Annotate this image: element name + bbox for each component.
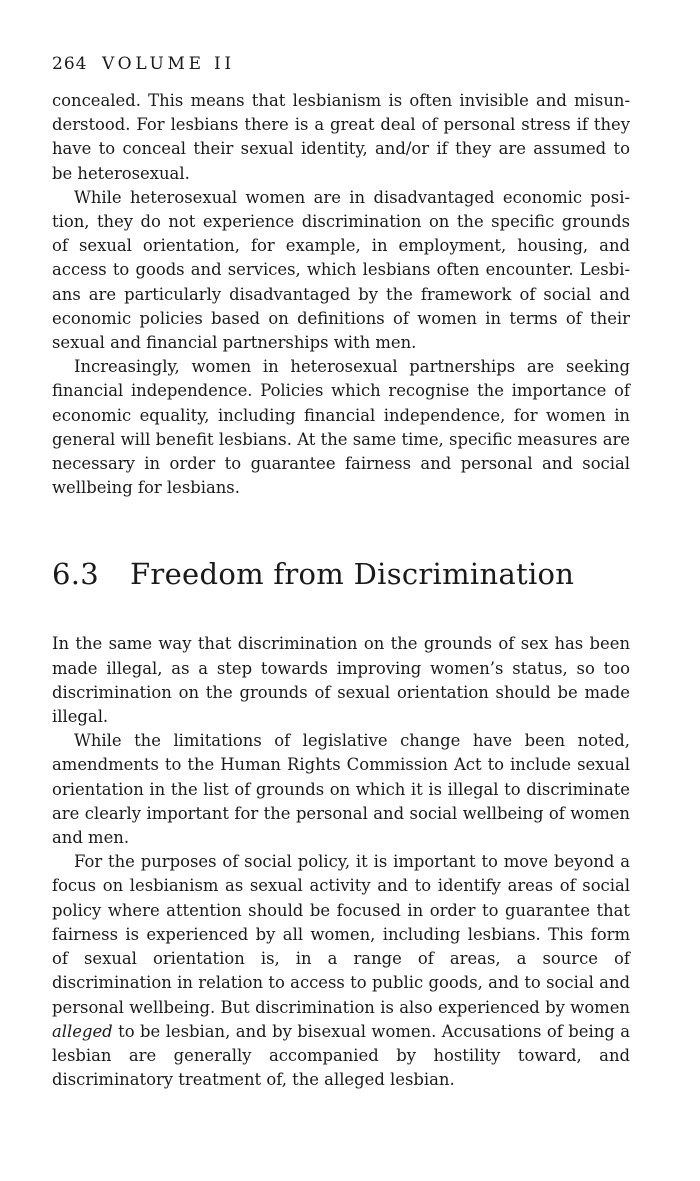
paragraph-text: to be lesbian, and by bisexual women. Accusations of being a lesbian are generally accompanied by hostility toward, and discriminatory treatment of, the alleged lesbian. xyxy=(52,1021,630,1090)
paragraph: While the limitations of legislative change have been noted, amendments to the Human Rights Commission Act to include sexual orientation in the list of grounds on which it is illegal to discriminate are clearly important for the personal and social wellbeing of women and men. xyxy=(52,731,630,848)
section-heading xyxy=(52,556,630,592)
volume-label: VOLUME II xyxy=(101,54,235,74)
book-page xyxy=(52,52,630,1092)
continued-text xyxy=(52,89,630,500)
paragraph: Increasingly, women in heterosexual partnerships are seeking financial independence. Policies which recognise the importance of economic equality, including financial independence, for women in general will benefit lesbians. At the same time, specific measures are necessary in order to guarantee fairness and personal and social wellbeing for lesbians. xyxy=(52,357,630,498)
section-body xyxy=(52,632,630,1092)
section-number: 6.3 xyxy=(52,557,99,592)
italic-word: alleged xyxy=(52,1021,113,1041)
paragraph-text: For the purposes of social policy, it is important to move beyond a focus on lesbianism as sexual activity and to identify areas of social policy where attention should be focused in order to guarantee that fairness is experienced by all women, including lesbians. This form of sexual orientation is, in a range of areas, a source of discrimination in relation to access to public goods, and to social and personal wellbeing. But discrimination is also experienced by women xyxy=(52,852,630,1017)
paragraph: concealed. This means that lesbianism is often invisible and misunderstood. For lesbians there is a great deal of personal stress if they have to conceal their sexual identity, and/or if they are assumed to be heterosexual. xyxy=(52,91,630,183)
running-head xyxy=(52,52,630,76)
page-number: 264 xyxy=(52,54,88,74)
section-title: Freedom from Discrimination xyxy=(130,557,575,592)
paragraph xyxy=(52,850,630,1092)
paragraph: In the same way that discrimination on the grounds of sex has been made illegal, as a step towards improving women’s status, so too discrimination on the grounds of sexual orientation should be made illegal. xyxy=(52,634,630,727)
paragraph: While heterosexual women are in disadvantaged economic position, they do not experience discrimination on the specific grounds of sexual orientation, for example, in employment, housing, and access to goods and services, which lesbians often encounter. Lesbians are particularly disadvantaged by the framework of social and economic policies based on definitions of women in terms of their sexual and financial partnerships with men. xyxy=(52,187,630,353)
